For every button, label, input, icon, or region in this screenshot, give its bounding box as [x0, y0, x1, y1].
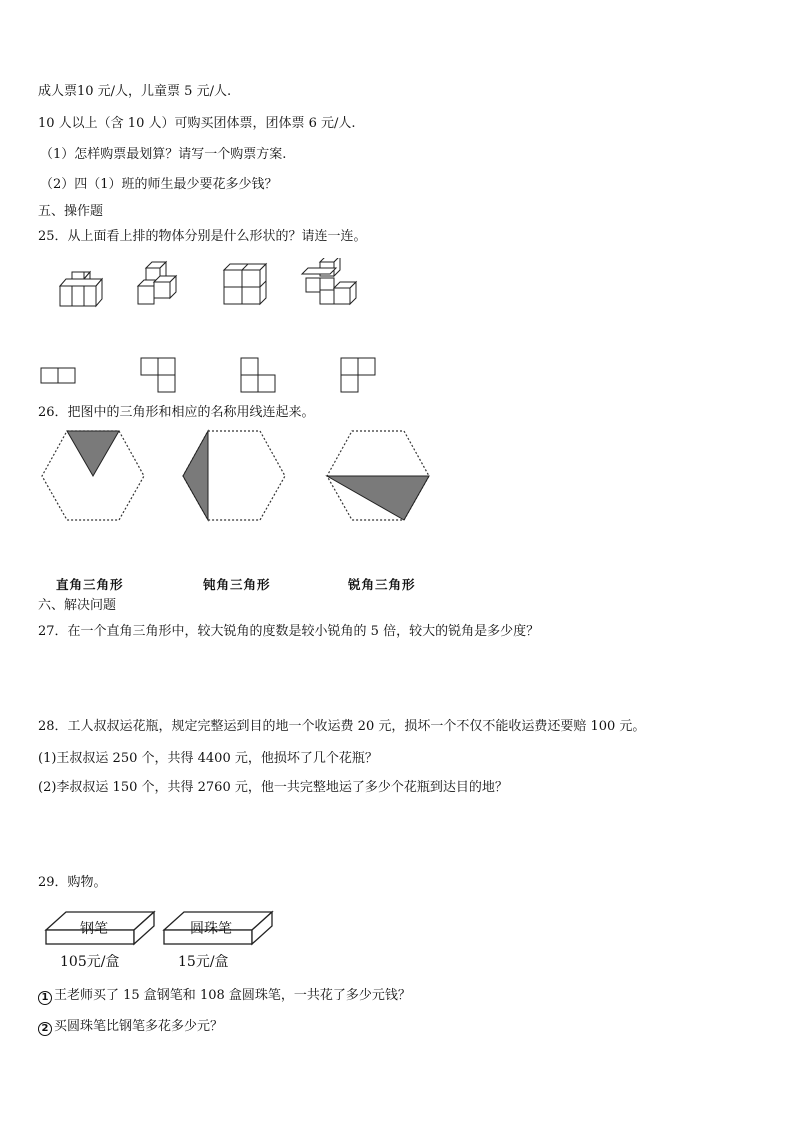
hexagon-2	[183, 431, 285, 520]
top-view-figures	[38, 355, 383, 395]
cube-figure-1	[60, 272, 102, 306]
question-29-2	[38, 1019, 223, 1036]
question-28-1: (1)王叔叔运 250 个，共得 4400 元，他损坏了几个花瓶？	[38, 751, 378, 766]
question-24-1: （1）怎样购票最划算？请写一个购票方案.	[40, 147, 287, 162]
top-view-3	[241, 358, 275, 392]
pen-price: 105元/盒	[60, 954, 120, 970]
circled-number-1: 1	[38, 991, 52, 1005]
top-view-2	[141, 358, 175, 392]
ballpoint-box-label: 圆珠笔	[190, 921, 232, 937]
question-24-2: （2）四（1）班的师生最少要花多少钱？	[40, 177, 278, 192]
circled-number-2: 2	[38, 1022, 52, 1036]
question-28-stem: 28．工人叔叔运花瓶，规定完整运到目的地一个收运费 20 元，损坏一个不仅不能收运费还要赔 100 元。	[38, 719, 646, 734]
top-view-4	[341, 358, 375, 392]
question-29-stem: 29．购物。	[38, 875, 107, 890]
question-29-1	[38, 988, 411, 1005]
label-acute-triangle: 锐角三角形	[348, 577, 416, 592]
question-26: 26．把图中的三角形和相应的名称用线连起来。	[38, 405, 315, 420]
question-27: 27．在一个直角三角形中，较大锐角的度数是较小锐角的 5 倍，较大的锐角是多少度？	[38, 624, 540, 639]
label-right-triangle: 直角三角形	[56, 577, 124, 592]
cube-figure-3	[224, 264, 266, 304]
hexagon-3	[327, 431, 429, 520]
hexagon-figures	[38, 428, 438, 524]
question-25: 25．从上面看上排的物体分别是什么形状的？请连一连。	[38, 229, 367, 244]
question-28-2: (2)李叔叔运 150 个，共得 2760 元，他一共完整地运了多少个花瓶到达目的地？	[38, 780, 508, 795]
cube-figure-2	[138, 262, 176, 304]
hexagon-1	[42, 431, 144, 520]
cube-figure-4	[302, 258, 356, 304]
cube-figures	[50, 258, 370, 308]
section-title-6: 六、解决问题	[38, 598, 117, 613]
section-title-5: 五、操作题	[38, 204, 104, 219]
label-obtuse-triangle: 钝角三角形	[203, 577, 271, 592]
ticket-price-line: 成人票10 元/人，儿童票 5 元/人.	[38, 84, 232, 99]
question-29-2-text: 买圆珠笔比钢笔多花多少元？	[54, 1019, 224, 1034]
ballpoint-price: 15元/盒	[178, 954, 229, 970]
group-ticket-line: 10 人以上（含 10 人）可购买团体票，团体票 6 元/人.	[38, 116, 356, 131]
pen-box-label: 钢笔	[80, 921, 108, 937]
top-view-1	[41, 368, 75, 383]
question-29-1-text: 王老师买了 15 盒钢笔和 108 盒圆珠笔，一共花了多少元钱？	[54, 988, 411, 1003]
